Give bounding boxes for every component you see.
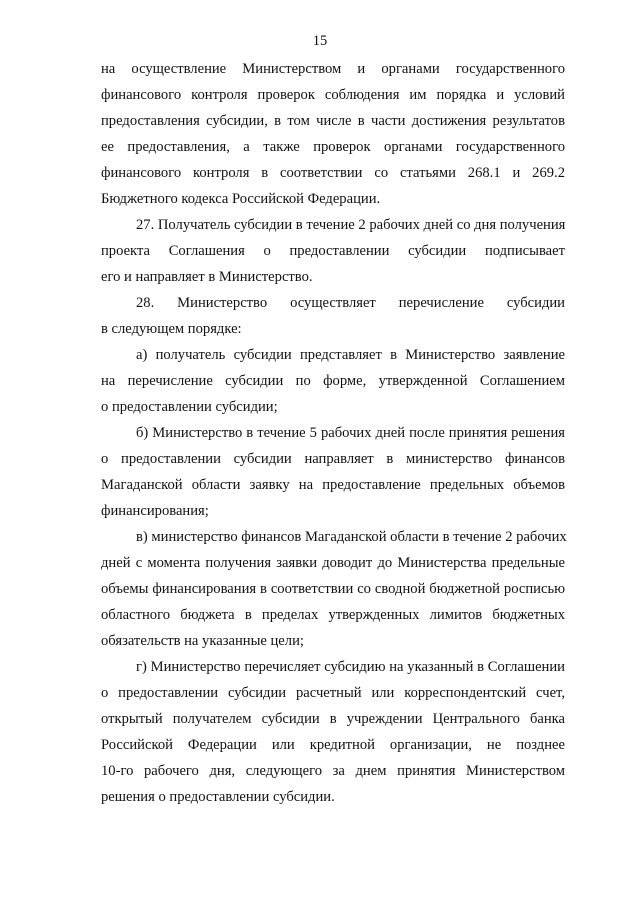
paragraph-28 bbox=[101, 290, 565, 342]
text-line: о предоставлении субсидии расчетный или корреспондентский счет, bbox=[101, 685, 565, 701]
text-line: обязательств на указанные цели; bbox=[101, 633, 304, 649]
text-line: финансового контроля проверок соблюдения им порядка и условий bbox=[101, 87, 565, 103]
text-line: решения о предоставлении субсидии. bbox=[101, 789, 335, 805]
text-line: в) министерство финансов Магаданской области в течение 2 рабочих bbox=[136, 529, 567, 545]
text-line: б) Министерство в течение 5 рабочих дней после принятия решения bbox=[136, 425, 565, 441]
text-line: Магаданской области заявку на предоставление предельных объемов bbox=[101, 477, 565, 493]
paragraph-28-v bbox=[101, 524, 565, 654]
text-line: ее предоставления, а также проверок органами государственного bbox=[101, 139, 565, 155]
text-line: Российской Федерации или кредитной организации, не позднее bbox=[101, 737, 565, 753]
paragraph-27 bbox=[101, 212, 565, 290]
text-line: открытый получателем субсидии в учреждении Центрального банка bbox=[101, 711, 565, 727]
text-line: в следующем порядке: bbox=[101, 321, 242, 337]
text-line: о предоставлении субсидии направляет в министерство финансов bbox=[101, 451, 565, 467]
paragraph-28-a bbox=[101, 342, 565, 420]
text-line: его и направляет в Министерство. bbox=[101, 269, 313, 285]
document-body bbox=[101, 56, 565, 810]
text-line: дней с момента получения заявки доводит до Министерства предельные bbox=[101, 555, 565, 571]
text-line: предоставления субсидии, в том числе в части достижения результатов bbox=[101, 113, 565, 129]
text-line: финансового контроля в соответствии со статьями 268.1 и 269.2 bbox=[101, 165, 565, 181]
text-line: а) получатель субсидии представляет в Министерство заявление bbox=[136, 347, 565, 363]
text-line: г) Министерство перечисляет субсидию на указанный в Соглашении bbox=[136, 659, 565, 675]
page-number: 15 bbox=[312, 33, 328, 49]
text-line: проекта Соглашения о предоставлении субсидии подписывает bbox=[101, 243, 565, 259]
paragraph-continuation bbox=[101, 56, 565, 212]
text-line: областного бюджета в пределах утвержденных лимитов бюджетных bbox=[101, 607, 565, 623]
text-line: на перечисление субсидии по форме, утвержденной Соглашением bbox=[101, 373, 565, 389]
paragraph-28-g bbox=[101, 654, 565, 810]
text-line: финансирования; bbox=[101, 503, 209, 519]
text-line: о предоставлении субсидии; bbox=[101, 399, 278, 415]
text-line: 27. Получатель субсидии в течение 2 рабочих дней со дня получения bbox=[136, 217, 566, 233]
paragraph-28-b bbox=[101, 420, 565, 524]
text-line: 28. Министерство осуществляет перечисление субсидии bbox=[136, 295, 565, 311]
text-line: на осуществление Министерством и органами государственного bbox=[101, 61, 565, 77]
text-line: Бюджетного кодекса Российской Федерации. bbox=[101, 191, 381, 207]
text-line: объемы финансирования в соответствии со сводной бюджетной росписью bbox=[101, 581, 565, 597]
text-line: 10-го рабочего дня, следующего за днем принятия Министерством bbox=[101, 763, 565, 779]
